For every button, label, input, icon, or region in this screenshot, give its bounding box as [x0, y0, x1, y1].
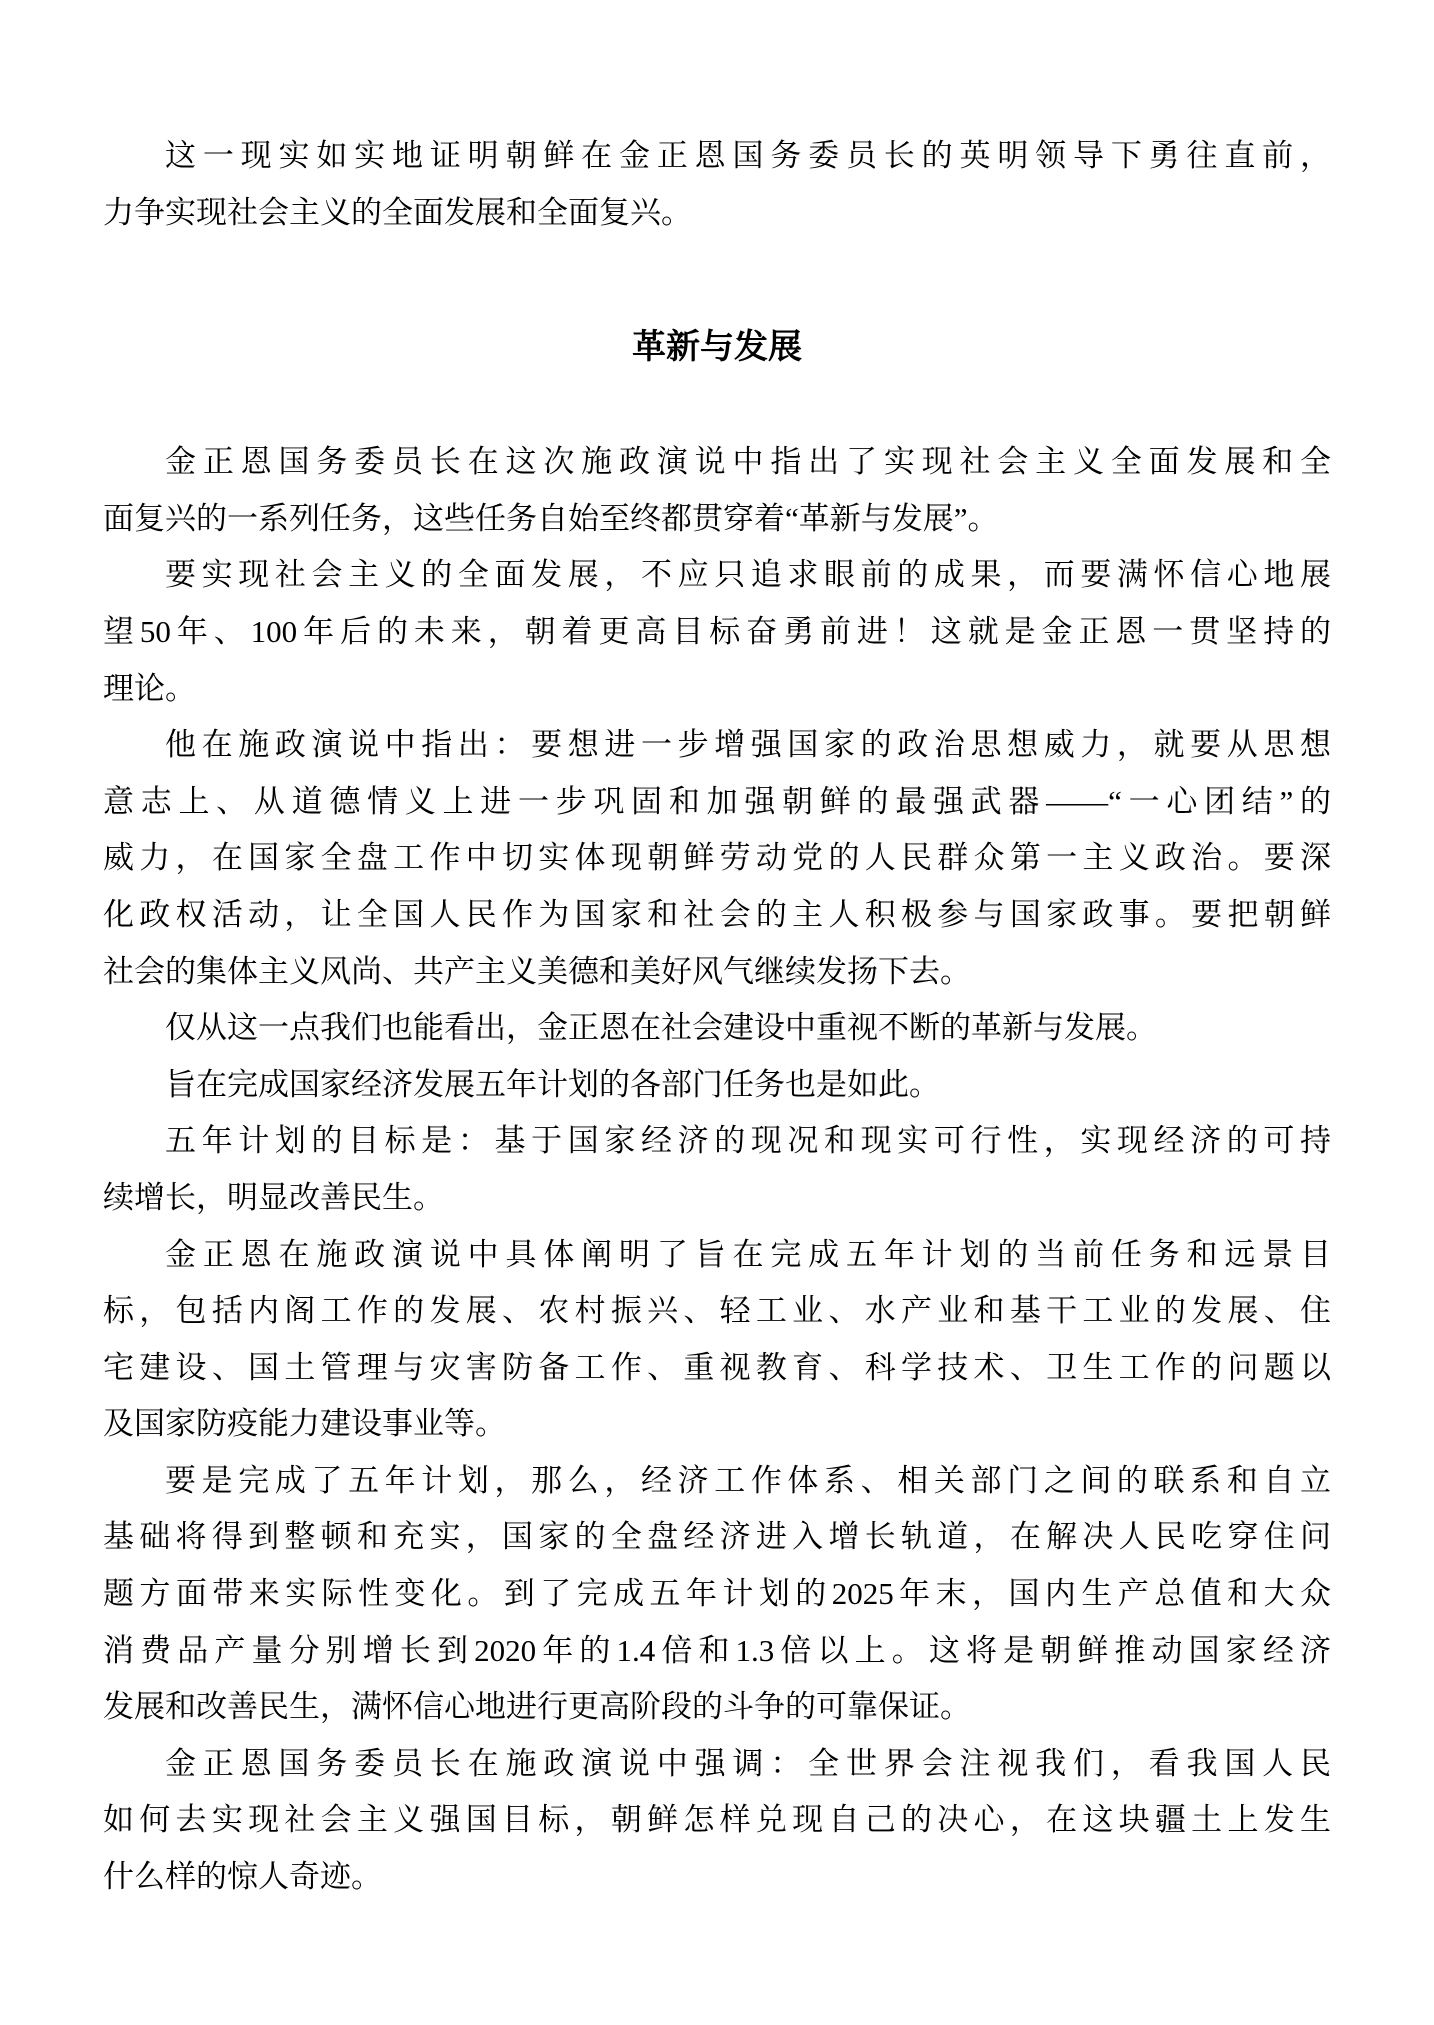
text-line: 要实现社会主义的全面发展，不应只追求眼前的成果，而要满怀信心地展 [165, 557, 1331, 593]
text-line: 题方面带来实际性变化。到了完成五年计划的2025年末，国内生产总值和大众 [103, 1576, 1331, 1612]
text-line: 面复兴的一系列任务，这些任务自始至终都贯穿着“革新与发展”。 [103, 500, 999, 536]
paragraph [103, 1736, 1331, 1906]
text-line: 如何去实现社会主义强国目标，朝鲜怎样兑现自己的决心，在这块疆土上发生 [103, 1802, 1331, 1838]
paragraphs-before-title [103, 128, 1331, 241]
text-line: 及国家防疫能力建设事业等。 [103, 1406, 506, 1442]
text-line: 金正恩国务委员长在这次施政演说中指出了实现社会主义全面发展和全 [165, 444, 1331, 480]
paragraph [103, 1000, 1331, 1057]
paragraph [103, 717, 1331, 1000]
text-line: 基础将得到整顿和充实，国家的全盘经济进入增长轨道，在解决人民吃穿住问 [103, 1519, 1331, 1555]
text-line: 社会的集体主义风尚、共产主义美德和美好风气继续发扬下去。 [103, 953, 971, 989]
text-line: 旨在完成国家经济发展五年计划的各部门任务也是如此。 [165, 1066, 940, 1102]
text-line: 宅建设、国土管理与灾害防备工作、重视教育、科学技术、卫生工作的问题以 [103, 1349, 1331, 1385]
text-line: 理论。 [103, 670, 196, 706]
text-line: 化政权活动，让全国人民作为国家和社会的主人积极参与国家政事。要把朝鲜 [103, 896, 1331, 932]
text-line: 意志上、从道德情义上进一步巩固和加强朝鲜的最强武器——“一心团结”的 [103, 783, 1331, 819]
paragraph [103, 1453, 1331, 1736]
text-line: 标，包括内阁工作的发展、农村振兴、轻工业、水产业和基干工业的发展、住 [103, 1293, 1331, 1329]
paragraph [103, 434, 1331, 547]
section-title: 革新与发展 [632, 328, 802, 367]
paragraph [103, 1113, 1331, 1226]
text-line: 要是完成了五年计划，那么，经济工作体系、相关部门之间的联系和自立 [165, 1462, 1331, 1498]
text-line: 消费品产量分别增长到2020年的1.4倍和1.3倍以上。这将是朝鲜推动国家经济 [103, 1632, 1331, 1668]
text-line: 续增长，明显改善民生。 [103, 1179, 444, 1215]
paragraph [103, 1227, 1331, 1453]
text-line: 发展和改善民生，满怀信心地进行更高阶段的斗争的可靠保证。 [103, 1689, 971, 1725]
text-line: 他在施政演说中指出：要想进一步增强国家的政治思想威力，就要从思想 [165, 727, 1331, 763]
text-line: 金正恩国务委员长在施政演说中强调：全世界会注视我们，看我国人民 [165, 1745, 1331, 1781]
paragraph [103, 1057, 1331, 1114]
paragraphs-after-title [103, 434, 1331, 1905]
text-line: 仅从这一点我们也能看出，金正恩在社会建设中重视不断的革新与发展。 [165, 1010, 1157, 1046]
text-line: 五年计划的目标是：基于国家经济的现况和现实可行性，实现经济的可持 [165, 1123, 1331, 1159]
text-line: 威力，在国家全盘工作中切实体现朝鲜劳动党的人民群众第一主义政治。要深 [103, 840, 1331, 876]
text-line: 金正恩在施政演说中具体阐明了旨在完成五年计划的当前任务和远景目 [165, 1236, 1331, 1272]
text-line: 这一现实如实地证明朝鲜在金正恩国务委员长的英明领导下勇往直前， [165, 138, 1331, 173]
text-line: 力争实现社会主义的全面发展和全面复兴。 [103, 194, 692, 230]
paragraph [103, 128, 1331, 241]
paragraph [103, 547, 1331, 717]
text-line: 什么样的惊人奇迹。 [103, 1859, 382, 1895]
text-line: 望50年、100年后的未来，朝着更高目标奋勇前进！这就是金正恩一贯坚持的 [103, 613, 1331, 649]
